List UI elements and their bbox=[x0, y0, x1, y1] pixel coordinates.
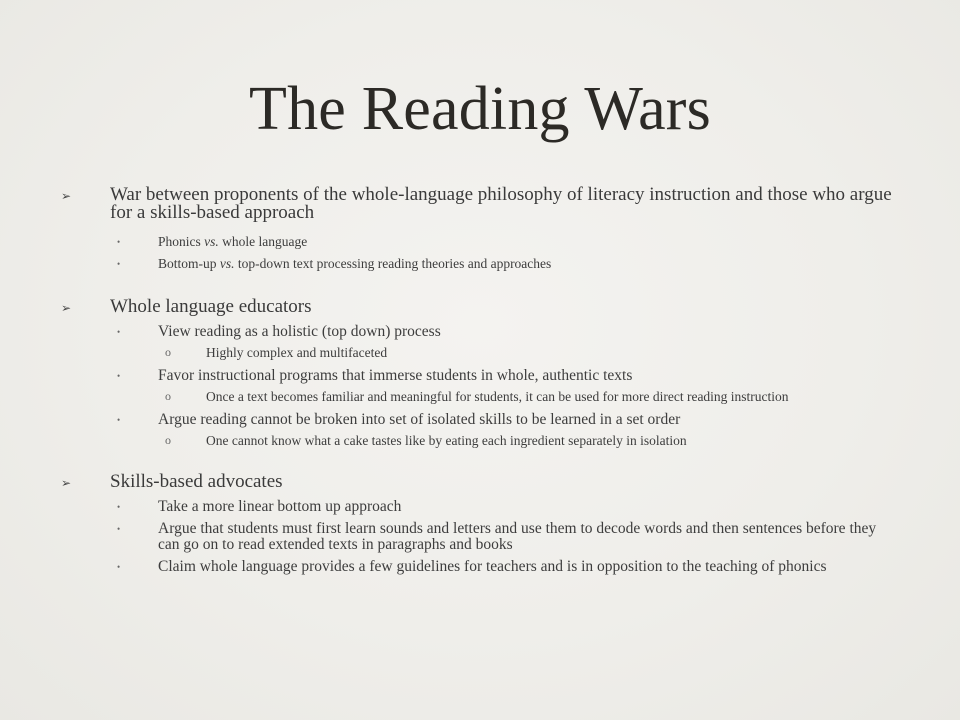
bullet-level2: • Claim whole language provides a few guidelines for teachers and is in opposition to the teaching of phonics bbox=[117, 558, 827, 575]
bullet-text: War between proponents of the whole-language philosophy of literacy instruction and those who argue for a skills-based approach bbox=[110, 184, 892, 223]
bullet-level2-phonics: • Phonics vs. whole language bbox=[117, 234, 308, 249]
dot-bullet-icon: • bbox=[117, 259, 121, 269]
bullet-level2: • Take a more linear bottom up approach bbox=[117, 498, 402, 515]
dot-bullet-icon: • bbox=[117, 415, 121, 425]
bullet-level1-whole-language bbox=[60, 298, 900, 316]
circle-bullet-icon: o bbox=[165, 433, 171, 447]
slide-title: The Reading Wars bbox=[249, 75, 711, 143]
bullet-level3: o Once a text becomes familiar and meaningful for students, it can be used for more direct reading instruction bbox=[165, 389, 789, 404]
bullet-text: Skills-based advocates bbox=[110, 471, 283, 492]
arrow-bullet-icon: ➢ bbox=[61, 189, 72, 203]
dot-bullet-icon: • bbox=[117, 524, 121, 534]
bullet-text: Whole language educators bbox=[110, 296, 312, 317]
circle-bullet-icon: o bbox=[165, 345, 171, 359]
dot-bullet-icon: • bbox=[117, 562, 121, 572]
arrow-bullet-icon: ➢ bbox=[61, 476, 72, 490]
bullet-level3: o Highly complex and multifaceted bbox=[165, 345, 388, 360]
slide-body bbox=[60, 186, 900, 575]
bullet-level2: • Favor instructional programs that immerse students in whole, authentic texts bbox=[117, 367, 633, 384]
bullet-level2-bottom-up: • Bottom-up vs. top-down text processing reading theories and approaches bbox=[117, 256, 552, 271]
circle-bullet-icon: o bbox=[165, 389, 171, 403]
dot-bullet-icon: • bbox=[117, 371, 121, 381]
bullet-level2: • Argue that students must first learn sounds and letters and use them to decode words and then sentences before they can go on to read extended texts in paragraphs and books bbox=[117, 520, 877, 553]
bullet-level1-skills-based bbox=[60, 473, 900, 491]
bullet-level2: • Argue reading cannot be broken into set of isolated skills to be learned in a set order bbox=[117, 411, 681, 428]
arrow-bullet-icon: ➢ bbox=[61, 301, 72, 315]
bullet-level1-war bbox=[60, 186, 900, 222]
dot-bullet-icon: • bbox=[117, 237, 121, 247]
bullet-level2: • View reading as a holistic (top down) process bbox=[117, 323, 441, 340]
dot-bullet-icon: • bbox=[117, 327, 121, 337]
bullet-level3: o One cannot know what a cake tastes like by eating each ingredient separately in isolation bbox=[165, 433, 687, 448]
dot-bullet-icon: • bbox=[117, 502, 121, 512]
